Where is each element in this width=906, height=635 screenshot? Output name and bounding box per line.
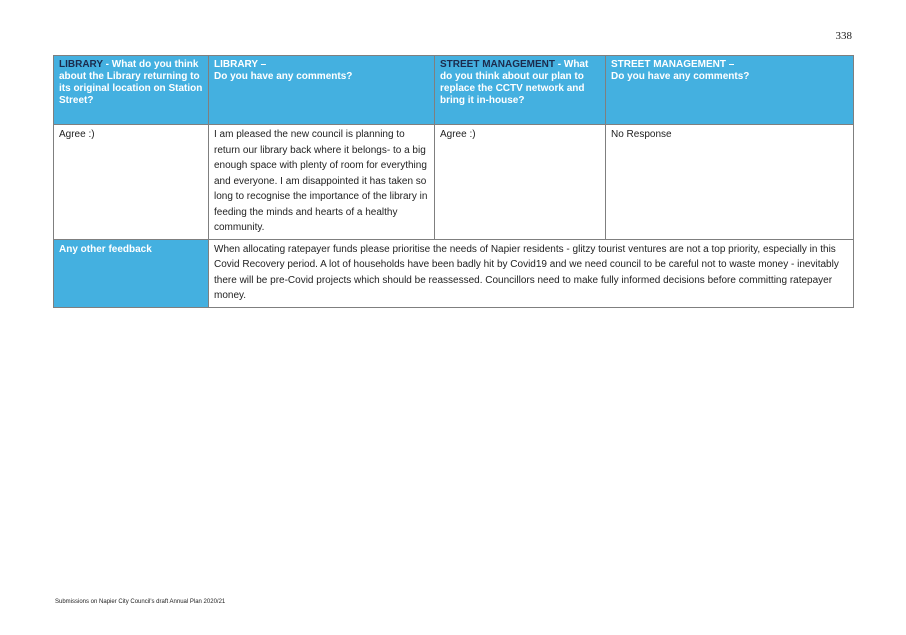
response-row	[54, 125, 854, 240]
header-row	[54, 56, 854, 125]
header-lead: STREET MANAGEMENT –	[611, 59, 735, 70]
response-street-comments: No Response	[606, 125, 854, 240]
header-question: Do you have any comments?	[611, 71, 750, 82]
header-library-location	[54, 56, 209, 125]
document-footer: Submissions on Napier City Council's draft Annual Plan 2020/21	[55, 599, 226, 605]
header-street-cctv	[435, 56, 606, 125]
page-number: 338	[835, 30, 852, 42]
header-question: - What do you think about the Library returning to its original location on Station Street?	[59, 59, 203, 106]
response-library-comments: I am pleased the new council is planning to return our library back where it belongs- to a big enough space with plenty of room for everything and everyone. I am disappointed it has taken so long to recognise the importance of the library in feeding the minds and hearts of a healthy community.	[209, 125, 435, 240]
response-library-location: Agree :)	[54, 125, 209, 240]
header-street-comments	[606, 56, 854, 125]
header-lead: LIBRARY –	[214, 59, 267, 70]
submission-table	[53, 55, 854, 308]
header-lead: LIBRARY	[59, 59, 103, 70]
other-feedback-row	[54, 239, 854, 307]
other-feedback-label: Any other feedback	[54, 239, 209, 307]
header-question: Do you have any comments?	[214, 71, 353, 82]
other-feedback-text: When allocating ratepayer funds please prioritise the needs of Napier residents - glitzy tourist ventures are not a top priority, especially in this Covid Recovery period. A lot of households have been badly hit by Covid19 and we need council to be careful not to waste money - inevitably there will be pre-Covid projects which should be reassessed. Councillors need to make fully informed decisions before committing ratepayer money.	[209, 239, 854, 307]
response-street-cctv: Agree :)	[435, 125, 606, 240]
header-library-comments	[209, 56, 435, 125]
header-question: - What do you think about our plan to replace the CCTV network and bring it in-house?	[440, 59, 589, 106]
header-lead: STREET MANAGEMENT	[440, 59, 555, 70]
